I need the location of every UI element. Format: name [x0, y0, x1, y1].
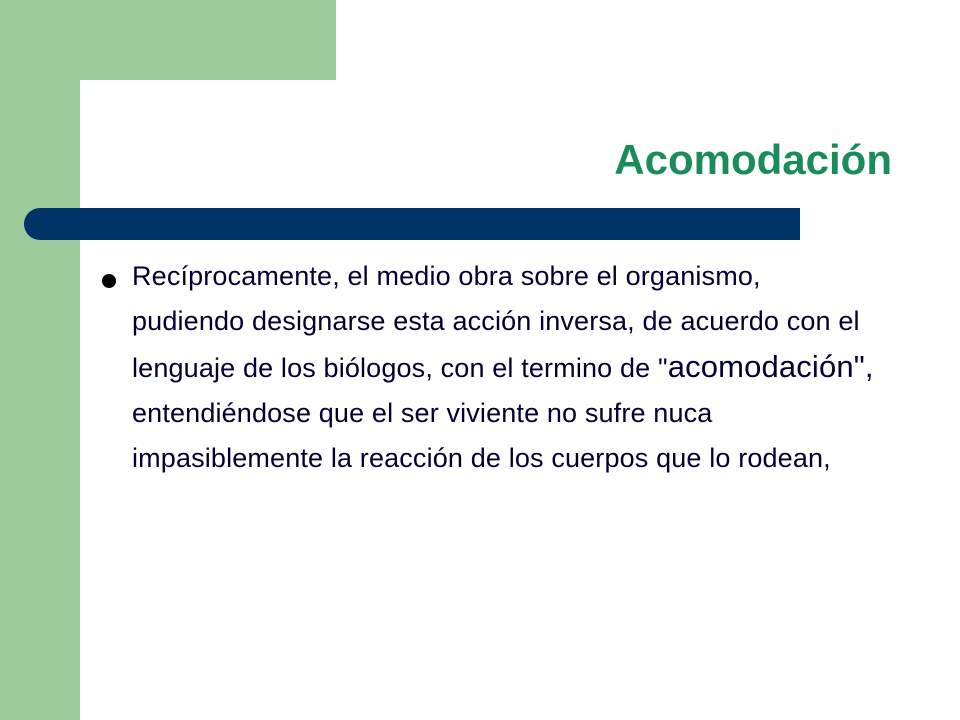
green-side-band — [0, 0, 80, 720]
bullet-text-after: entendiéndose que el ser viviente no sufre nuca impasiblemente la reacción de los cuerpos que lo rodean, — [132, 398, 831, 473]
bullet-text-before: Recíprocamente, el medio obra sobre el organismo, pudiendo designarse esta acción inversa, de acuerdo con el lenguaje de los biólogos, con el termino de " — [132, 261, 860, 383]
bullet-text — [132, 261, 874, 473]
bullet-dot-icon — [102, 274, 116, 288]
bullet-list — [96, 254, 876, 481]
bullet-text-emphasis: acomodación", — [667, 349, 874, 384]
bullet-item — [96, 254, 876, 481]
slide-title: Acomodación — [614, 136, 892, 183]
title-underline-bar — [24, 208, 800, 240]
green-top-band — [0, 0, 336, 80]
rounded-content-corner — [80, 80, 160, 160]
